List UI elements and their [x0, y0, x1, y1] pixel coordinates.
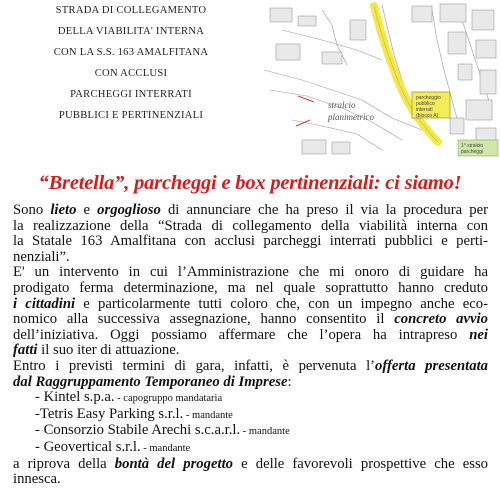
text-line: fatti il suo iter di attuazione.: [13, 342, 180, 359]
map-label: parcheggio: [416, 95, 441, 101]
map-label: (blocco A): [416, 113, 439, 119]
title-line: CON LA S.S. 163 AMALFITANA: [53, 47, 209, 58]
company-item: -Tetris Easy Parking s.r.l. - mandante: [35, 405, 233, 422]
text-line: a riprova della bontà del progetto e delle favorevoli prospettive che esso: [13, 455, 489, 472]
text-line: prodigato ferma determinazione, ma nel quale soprattutto hanno creduto: [13, 279, 488, 296]
map-label: parcheggi: [461, 149, 483, 155]
text-line: nomico alla successiva assegnazione, hanno consentito il concreto avvio: [13, 311, 488, 328]
text-line: la realizzazione della “Strada di collegamento della viabilità interna con: [13, 217, 488, 234]
text-line: Sono lieto e orgoglioso di annunciare che ha preso il via la procedura per: [13, 202, 488, 218]
title-block: [0, 0, 262, 126]
text-line: dal Raggruppamento Temporaneo di Imprese:: [13, 373, 292, 390]
text-line: nenziali”.: [13, 248, 70, 265]
text-line: Entro i previsti termini di gara, infatti, è pervenuta l’offerta presentata: [13, 357, 488, 374]
text-line: dell’iniziativa. Oggi possiamo affermare che l’opera ha intrapreso nei: [13, 326, 488, 343]
article-body: [13, 203, 488, 488]
company-item: - Geovertical s.r.l. - mandante: [35, 438, 191, 455]
map-label: 1° stralcio: [461, 143, 484, 149]
company-item: - Kintel s.p.a. - capogruppo mandataria: [35, 389, 223, 406]
title-line: PARCHEGGI INTERRATI: [70, 89, 192, 100]
text-line: innesca.: [13, 471, 61, 488]
map-caption: planimetrico: [328, 112, 374, 122]
title-line: PUBBLICI E PERTINENZIALI: [58, 110, 204, 121]
title-line: DELLA VIABILITA' INTERNA: [57, 26, 205, 37]
company-item: - Consorzio Stabile Arechi s.c.a.r.l. - mandante: [35, 422, 290, 439]
map-caption: stralcio: [328, 100, 356, 110]
site-plan-map: [262, 0, 500, 160]
text-line: E' un intervento in cui l’Amministrazione che mi onoro di guidare ha: [13, 264, 488, 281]
title-line: STRADA DI COLLEGAMENTO: [55, 5, 207, 16]
text-line: i cittadini e particolarmente tutti coloro che, con un impegno anche eco-: [13, 295, 488, 312]
headline: “Bretella”, parcheggi e box pertinenziali: ci siamo!: [38, 172, 462, 194]
map-label: pubblico: [416, 101, 435, 107]
map-label: interrati: [416, 107, 433, 113]
title-line: CON ACCLUSI: [94, 68, 168, 79]
text-line: la Statale 163 Amalfitana con acclusi parcheggi interrati pubblici e perti-: [13, 233, 488, 250]
